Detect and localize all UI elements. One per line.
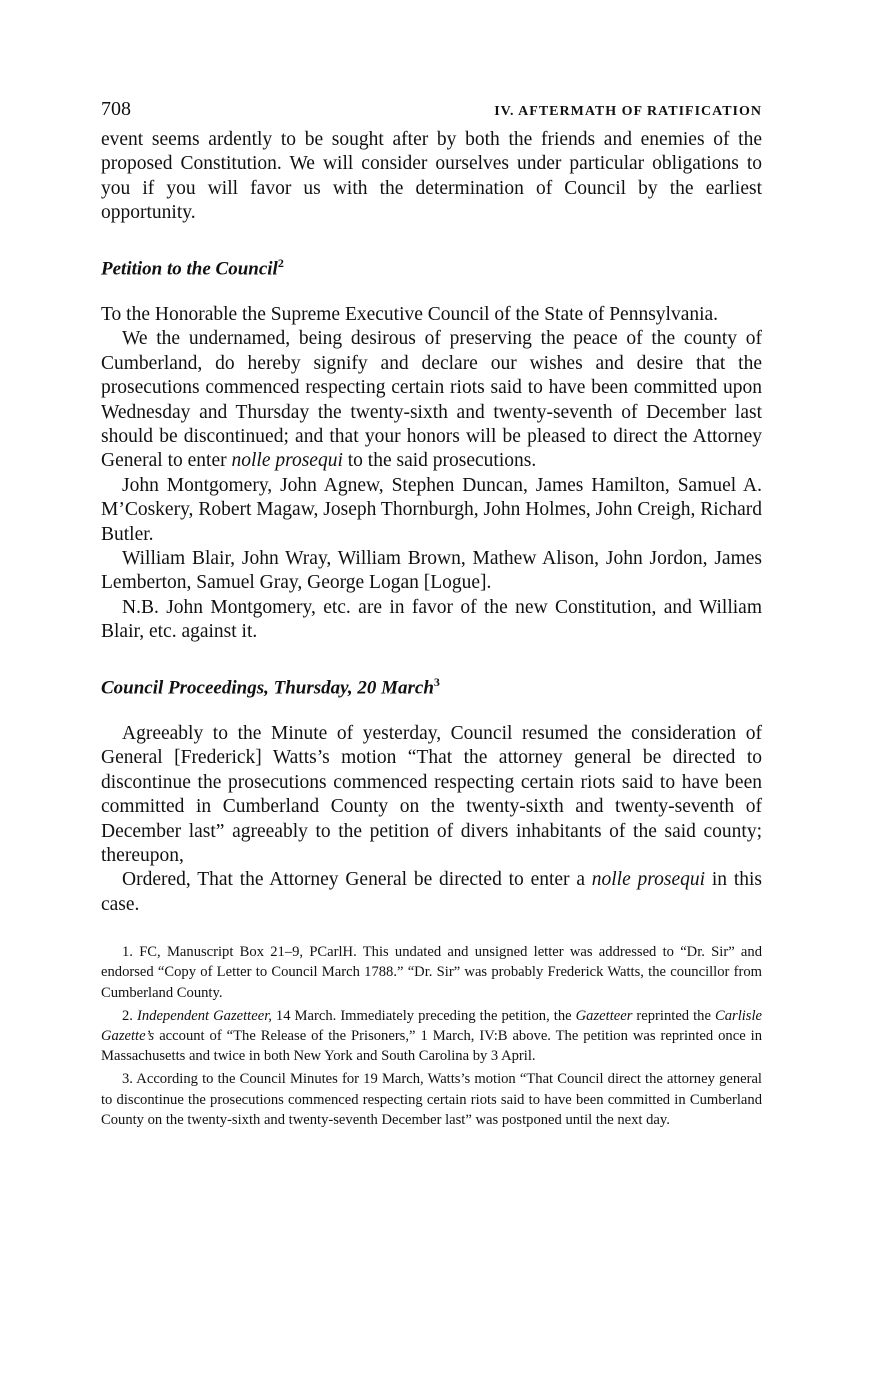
- section-heading-council-text: Council Proceedings, Thursday, 20 March: [101, 676, 434, 698]
- nota-bene: N.B. John Montgomery, etc. are in favor of the new Constitution, and William Blair, etc. against it.: [101, 596, 762, 643]
- council-paragraph: Agreeably to the Minute of yesterday, Council resumed the consideration of General [Frederick] Watts’s motion “That the attorney general be directed to discontinue the prosecutions commenced respecting certain riots said to have been committed in Cumberland County on the twenty-sixth and twenty-seventh of December last” agreeably to the petition of divers inhabitants of the said county; thereupon,: [101, 722, 762, 866]
- footnote-2-number: 2.: [122, 1007, 137, 1024]
- footnote-2-italic-1: Independent Gazetteer,: [136, 1007, 272, 1024]
- main-text: [101, 128, 762, 917]
- council-order-text-2: in this case.: [101, 869, 762, 915]
- footnote-2-italic-3: Carlisle Gazette’s: [101, 1007, 763, 1045]
- section-heading-petition-text: Petition to the Council: [101, 257, 278, 279]
- section-heading-council: [101, 670, 762, 700]
- council-order-text-1: Ordered, That the Attorney General be directed to enter a: [122, 869, 592, 891]
- footnote-2-text-2: reprinted the: [632, 1007, 715, 1024]
- petition-body-text-1: We the undernamed, being desirous of preserving the peace of the county of Cumberland, do hereby signify and declare our wishes and desire that the prosecutions commenced respecting certain riots said to have been committed upon Wednesday and Thursday the twenty-sixth and twenty-seventh of December last should be discontinued; and that your honors will be pleased to direct the Attorney General to enter: [101, 328, 762, 472]
- footnote-1: 1. FC, Manuscript Box 21–9, PCarlH. This undated and unsigned letter was addressed to “Dr. Sir” and endorsed “Copy of Letter to Council March 1788.” “Dr. Sir” was probably Frederick Watts, the councillor from Cumberland County.: [101, 944, 762, 1001]
- book-page: [101, 98, 762, 1133]
- petition-address: To the Honorable the Supreme Executive Council of the State of Pennsylvania.: [101, 303, 719, 325]
- council-order-italic: nolle prosequi: [591, 869, 706, 891]
- petition-body: [101, 327, 762, 473]
- running-head: IV. AFTERMATH OF RATIFICATION: [494, 104, 762, 119]
- section-heading-petition: [101, 251, 762, 281]
- council-order: [101, 868, 762, 917]
- signers-list-1: John Montgomery, John Agnew, Stephen Duncan, James Hamilton, Samuel A. M’Coskery, Robert Magaw, Joseph Thornburgh, John Holmes, John Creigh, Richard Butler.: [101, 474, 762, 545]
- footnote-3: 3. According to the Council Minutes for 19 March, Watts’s motion “That Council direct the attorney general to discontinue the prosecutions commenced respecting certain riots said to have been committed in Cumberland County on the twenty-sixth and twenty-seventh December last” was postponed until the next day.: [101, 1071, 762, 1128]
- opening-paragraph: event seems ardently to be sought after by both the friends and enemies of the proposed Constitution. We will consider ourselves under particular obligations to you if you will favor us with the determination of Council by the earliest opportunity.: [101, 129, 762, 224]
- footnote-2-text-3: account of “The Release of the Prisoners,” 1 March, IV:B above. The petition was reprinted once in Massachusetts and twice in both New York and South Carolina by 3 April.: [101, 1028, 762, 1065]
- footnote-2: [101, 1006, 762, 1067]
- footnote-ref-2: 2: [277, 255, 284, 270]
- petition-body-text-2: to the said prosecutions.: [342, 450, 537, 472]
- signers-list-2: William Blair, John Wray, William Brown, Mathew Alison, John Jordon, James Lemberton, Samuel Gray, George Logan [Logue].: [101, 548, 762, 594]
- footnote-ref-3: 3: [433, 674, 440, 689]
- footnote-2-italic-2: Gazetteer: [575, 1007, 633, 1024]
- petition-body-italic: nolle prosequi: [231, 450, 343, 472]
- footnotes: [101, 942, 762, 1130]
- footnote-2-text-1: 14 March. Immediately preceding the petition, the: [271, 1007, 576, 1024]
- page-header: [101, 98, 762, 128]
- page-number: 708: [101, 98, 131, 120]
